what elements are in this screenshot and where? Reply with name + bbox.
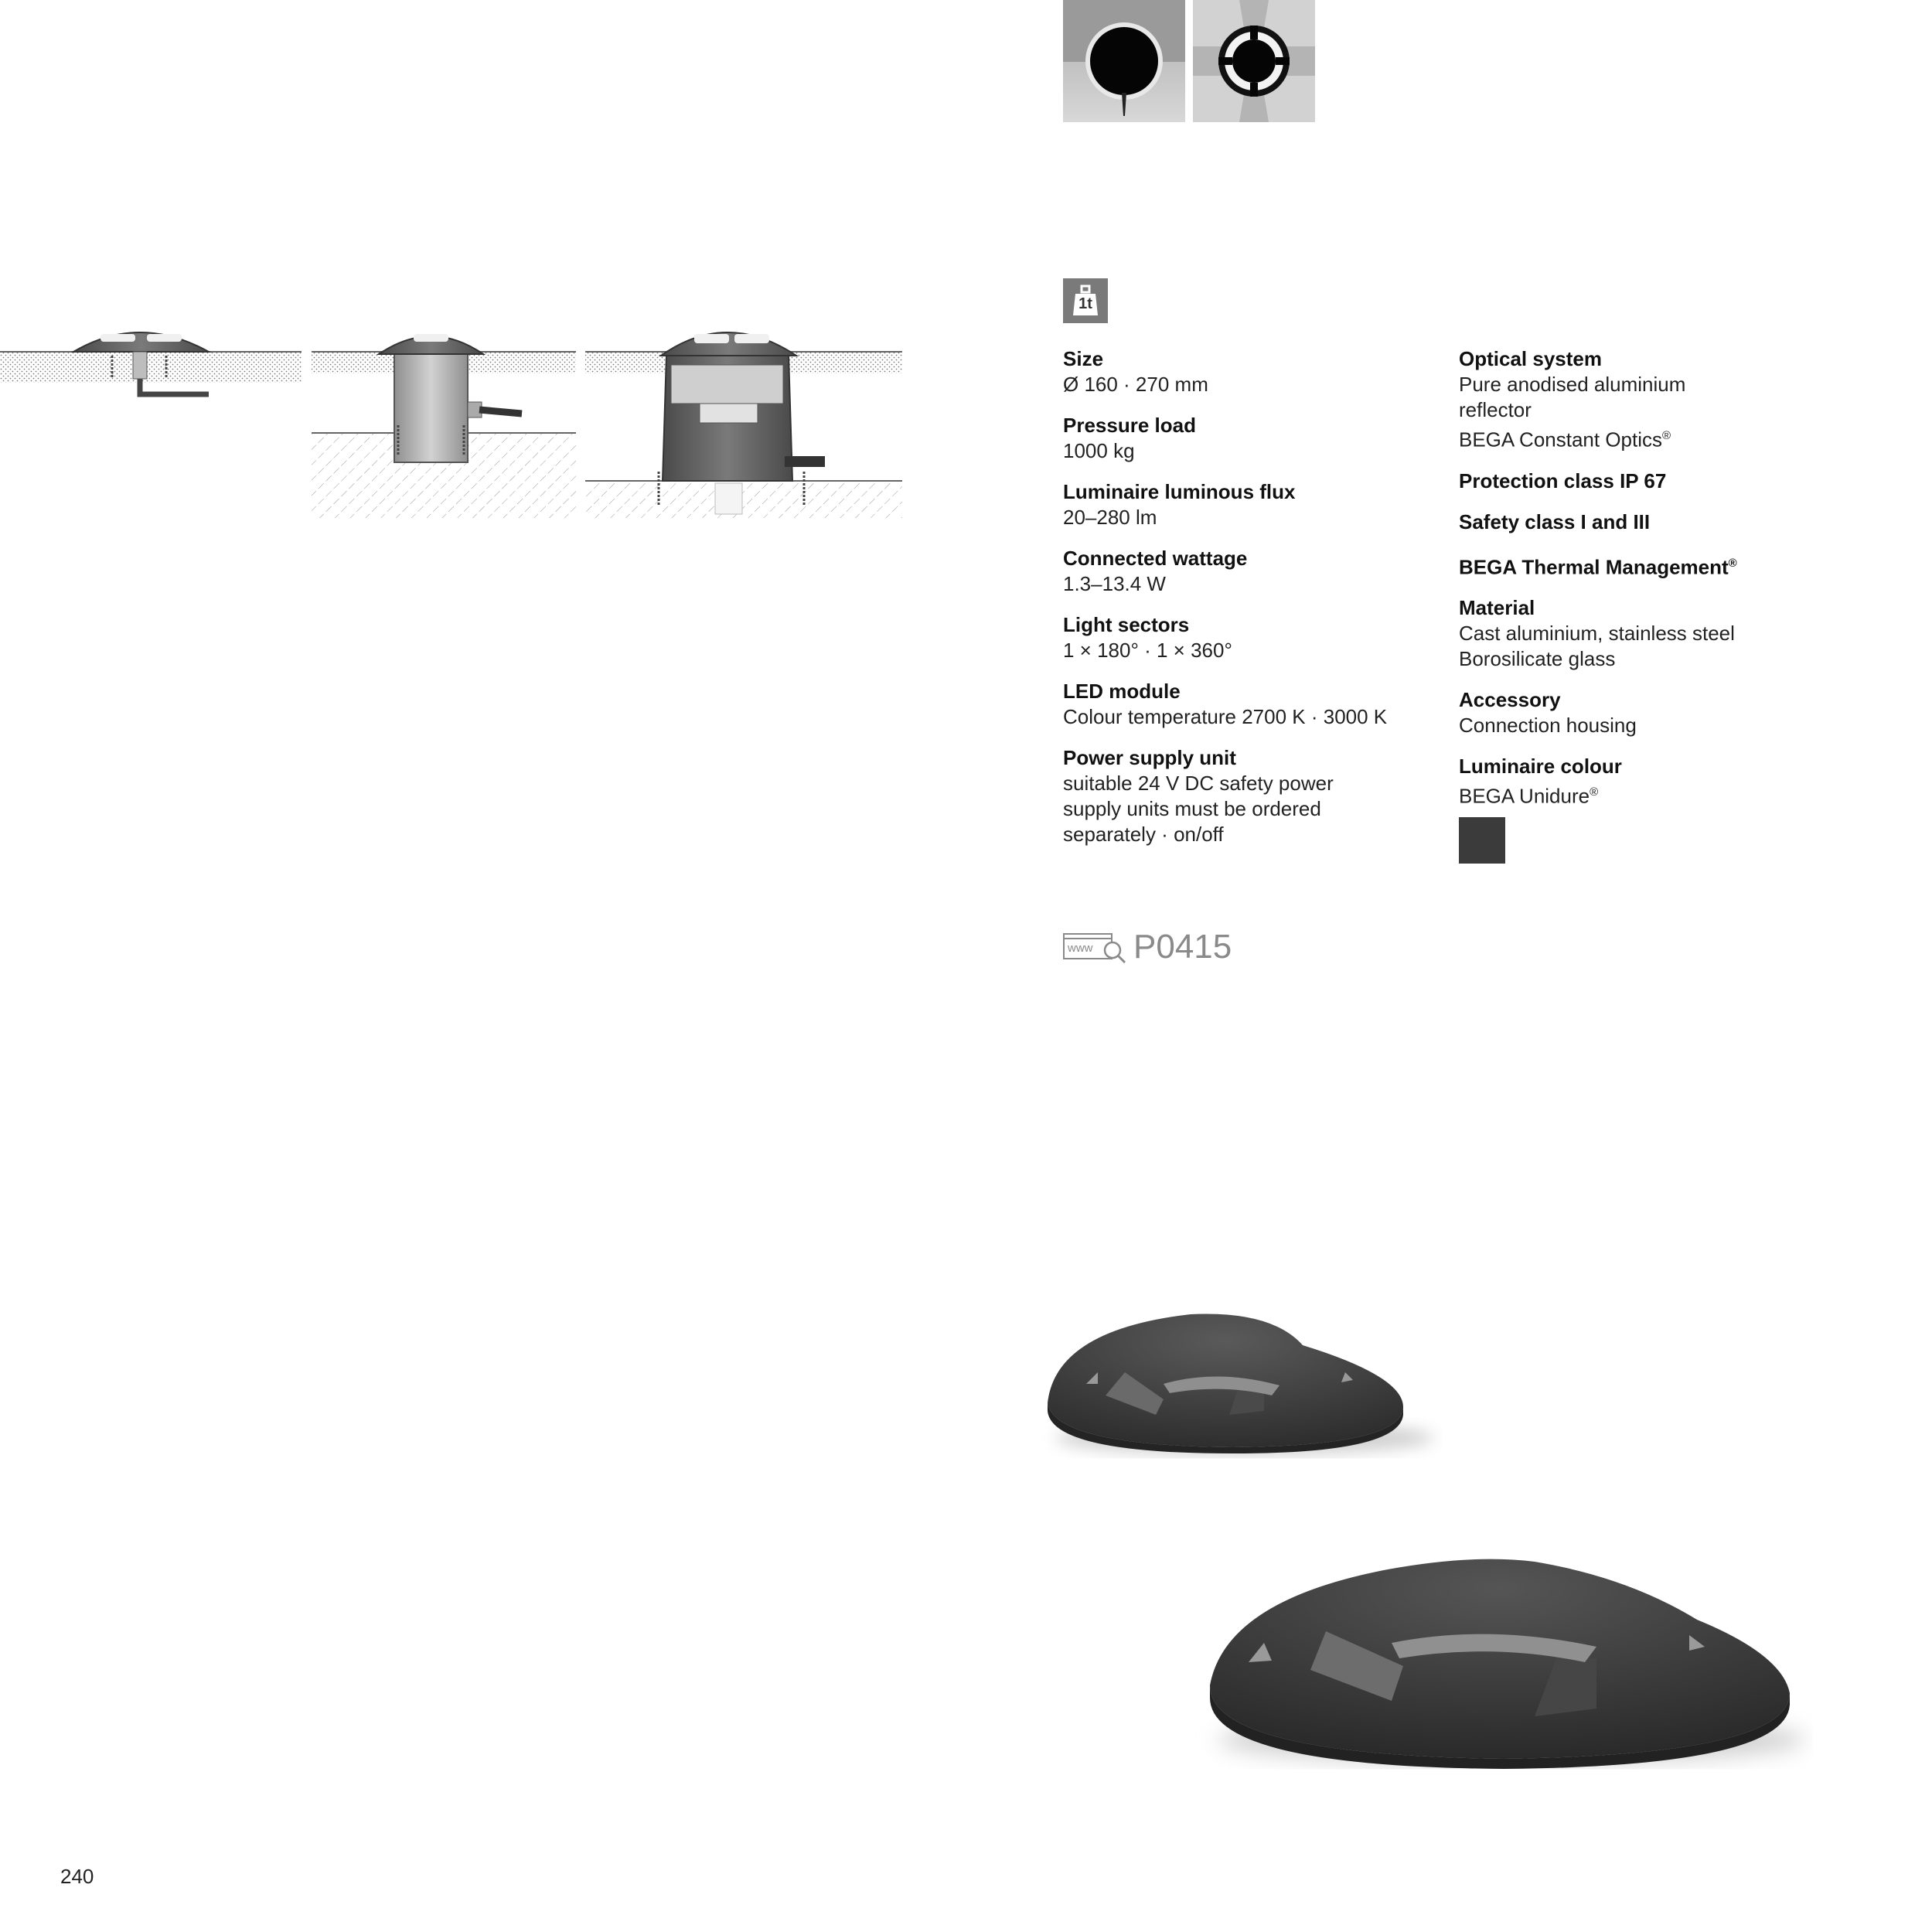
light-distribution-180-thumb (1063, 0, 1185, 122)
spec-value-text: 1.3–13.4 W (1063, 572, 1166, 595)
spec-block (1063, 413, 1450, 464)
specs-right-column (1459, 346, 1845, 879)
spec-label (1459, 687, 1845, 713)
spec-value (1063, 571, 1450, 597)
spec-value-text: 1 × 180° · 1 × 360° (1063, 639, 1232, 662)
spec-block (1063, 479, 1450, 530)
spec-label (1063, 479, 1450, 505)
spec-value-text: Connection housing (1459, 714, 1637, 738)
spec-label-text: Size (1063, 347, 1104, 370)
colour-swatch (1459, 817, 1505, 864)
spec-value (1063, 638, 1450, 663)
spec-block (1063, 346, 1450, 397)
product-code: P0415 (1133, 928, 1232, 966)
spec-value (1063, 438, 1450, 464)
spec-block (1459, 509, 1845, 535)
spec-value (1063, 796, 1450, 822)
spec-value-text: 1000 kg (1063, 439, 1135, 462)
spec-value (1459, 713, 1845, 738)
spec-value (1063, 704, 1450, 730)
product-photo-large (1194, 1508, 1813, 1786)
spec-block (1459, 687, 1845, 738)
spec-label-text: Material (1459, 596, 1535, 620)
spec-value-text: BEGA Unidure (1459, 784, 1590, 808)
spec-label-text: LED module (1063, 680, 1181, 703)
spec-label (1459, 550, 1845, 581)
spec-value-text: reflector (1459, 398, 1532, 421)
light-distribution-360-thumb (1193, 0, 1315, 122)
spec-block (1459, 754, 1845, 864)
spec-value (1063, 505, 1450, 530)
spec-label-text: Luminaire colour (1459, 755, 1622, 779)
spec-value-text: Borosilicate glass (1459, 647, 1616, 671)
spec-block (1459, 595, 1845, 672)
spec-value (1459, 372, 1845, 397)
spec-value (1063, 372, 1450, 397)
spec-block (1459, 346, 1845, 453)
spec-value (1063, 771, 1450, 796)
spec-label (1063, 346, 1450, 372)
spec-block (1063, 612, 1450, 663)
spec-label-text: Connected wattage (1063, 547, 1248, 570)
spec-value-text: separately · on/off (1063, 823, 1224, 846)
spec-value (1063, 822, 1450, 847)
spec-label (1459, 595, 1845, 621)
spec-value-text: Colour temperature 2700 K · 3000 K (1063, 705, 1388, 728)
spec-label (1459, 346, 1845, 372)
registered-mark: ® (1662, 429, 1671, 442)
pressure-load-weight-icon (1063, 278, 1108, 323)
www-search-icon (1063, 930, 1126, 964)
spec-block (1063, 679, 1450, 730)
www-icon-text: www (1068, 942, 1093, 955)
spec-label (1063, 546, 1450, 571)
registered-mark: ® (1728, 556, 1737, 570)
specs-left-column (1063, 346, 1450, 863)
spec-value (1459, 779, 1845, 809)
spec-value (1459, 423, 1845, 453)
spec-label-text: Light sectors (1063, 613, 1190, 636)
spec-value-text: Pure anodised aluminium (1459, 373, 1686, 396)
spec-label-text: Power supply unit (1063, 746, 1236, 769)
spec-label (1459, 469, 1845, 494)
spec-block (1063, 745, 1450, 847)
spec-value (1459, 621, 1845, 646)
spec-block (1459, 550, 1845, 581)
spec-value-text: Ø 160 · 270 mm (1063, 373, 1208, 396)
spec-label (1063, 612, 1450, 638)
product-photo-small (1040, 1299, 1442, 1461)
spec-value-text: Cast aluminium, stainless steel (1459, 622, 1735, 646)
spec-value-text: 20–280 lm (1063, 506, 1157, 529)
spec-label (1063, 413, 1450, 438)
spec-label-text: Luminaire luminous flux (1063, 480, 1296, 503)
spec-label-text: Pressure load (1063, 414, 1196, 437)
spec-label-text: Optical system (1459, 347, 1602, 370)
spec-label-text: Accessory (1459, 688, 1561, 712)
registered-mark: ® (1590, 785, 1599, 799)
spec-value-text: supply units must be ordered (1063, 797, 1321, 820)
spec-label (1063, 679, 1450, 704)
spec-label-text: Protection class IP 67 (1459, 469, 1667, 492)
spec-label-text: BEGA Thermal Management (1459, 555, 1729, 579)
spec-value-text: suitable 24 V DC safety power (1063, 772, 1334, 795)
installation-diagrams (0, 317, 905, 518)
spec-label (1459, 754, 1845, 779)
spec-value-text: BEGA Constant Optics (1459, 428, 1663, 451)
spec-label-text: Safety class I and III (1459, 509, 1651, 533)
spec-block (1063, 546, 1450, 597)
spec-label (1459, 509, 1845, 535)
spec-label (1063, 745, 1450, 771)
spec-value (1459, 646, 1845, 672)
page-number: 240 (60, 1865, 94, 1888)
pressure-load-icon-text: 1t (1078, 295, 1092, 312)
spec-block (1459, 469, 1845, 494)
spec-value (1459, 397, 1845, 423)
